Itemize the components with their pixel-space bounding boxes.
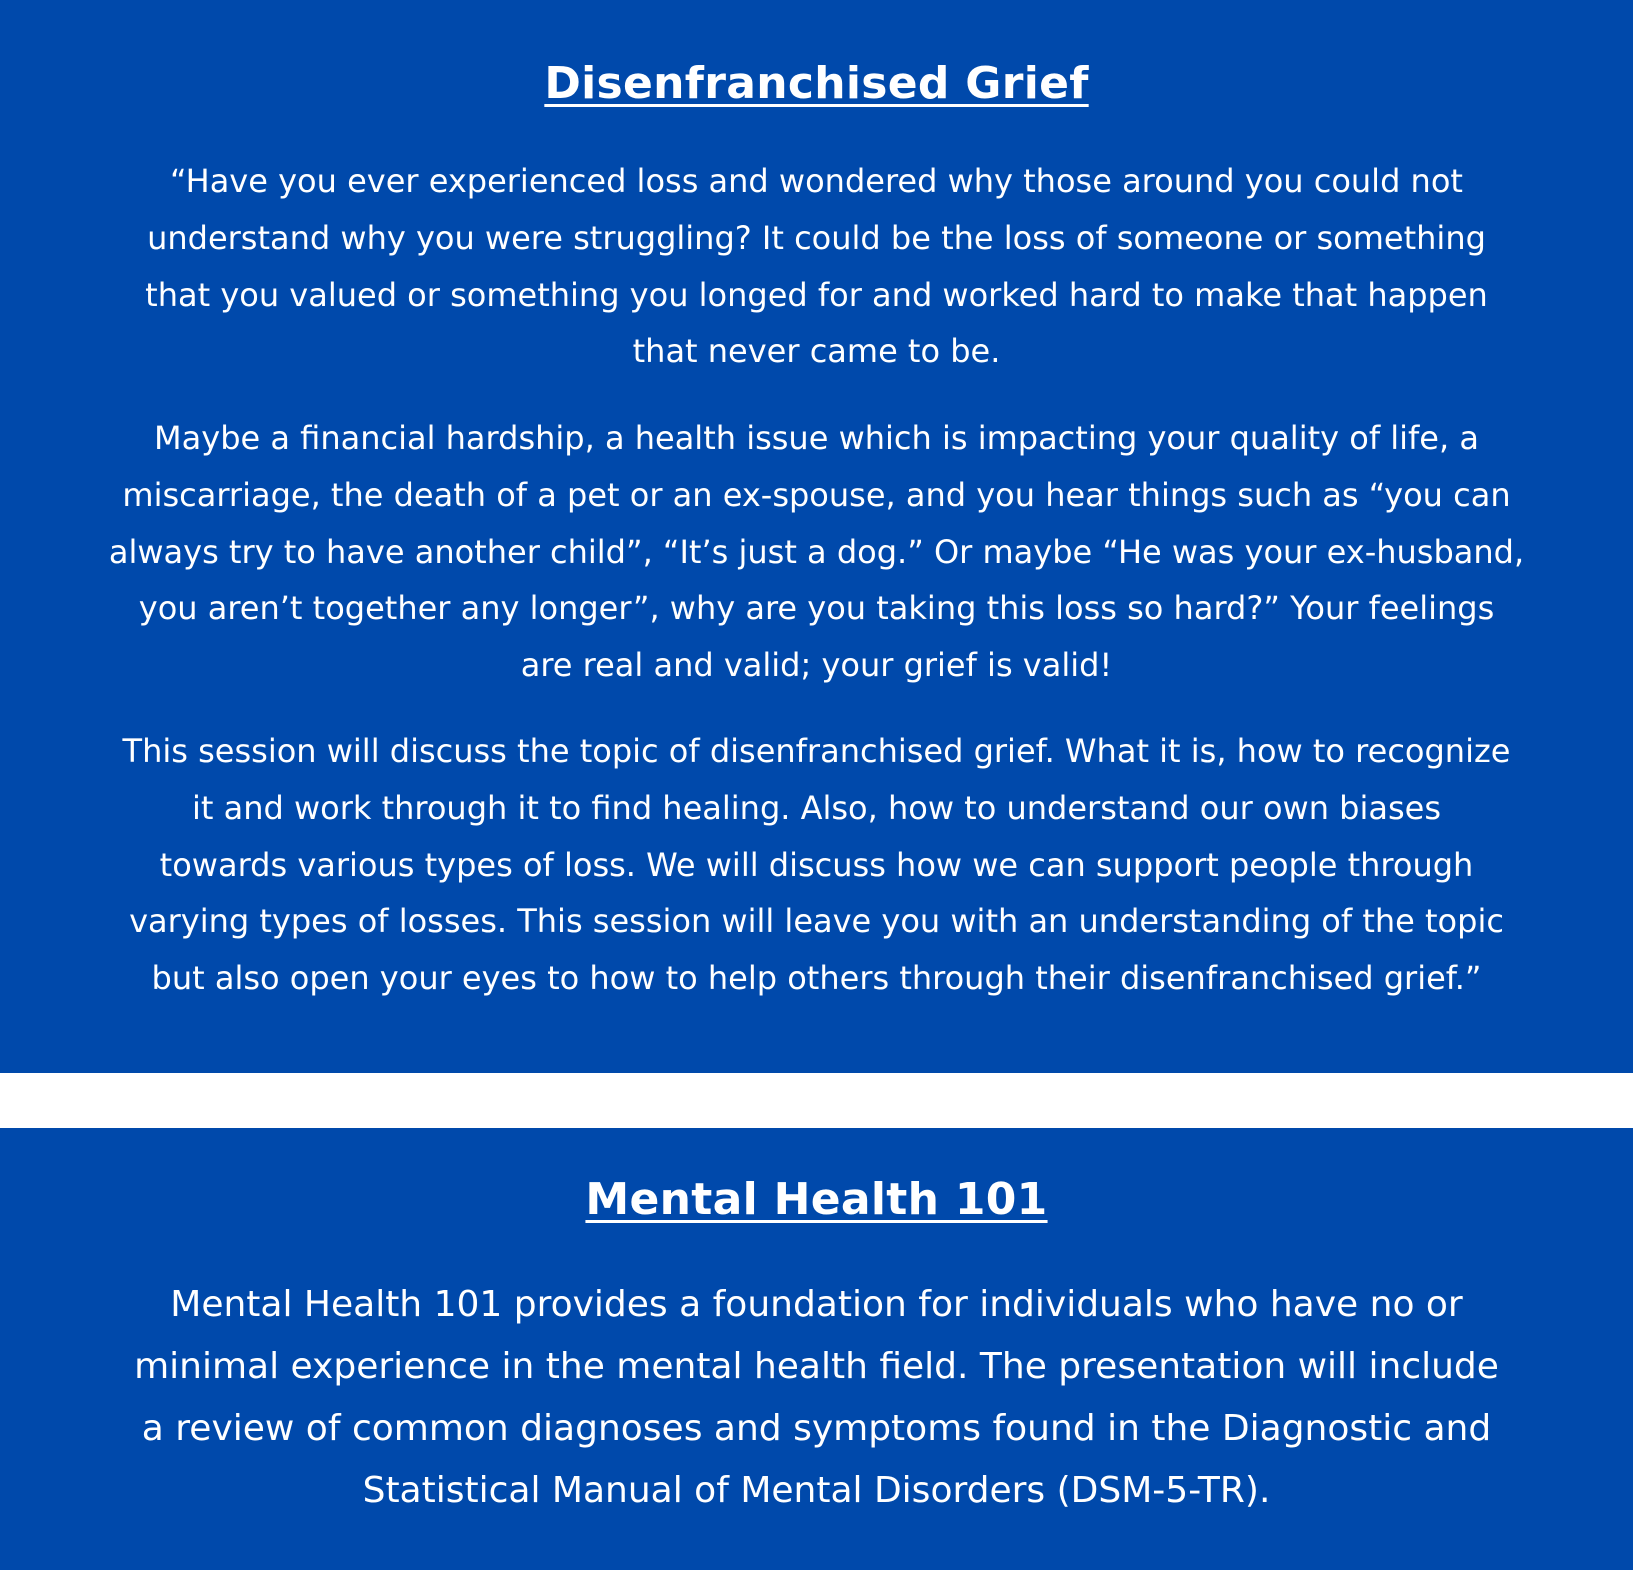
mh-line-1: Mental Health 101 provides a foundation for individuals who have no or [170,1284,1463,1325]
grief-p2-line-1: Maybe a financial hardship, a health issue which is impacting your quality of life, a [154,419,1479,457]
grief-p2-line-5: are real and valid; your grief is valid! [520,646,1113,685]
disenfranchised-grief-title: Disenfranchised Grief [544,58,1089,109]
mh-line-4: Statistical Manual of Mental Disorders (DSM-5-TR). [362,1470,1271,1511]
grief-p1-line-1: “Have you ever experienced loss and wondered why those around you could not [170,162,1463,200]
mh-line-2: minimal experience in the mental health field. The presentation will include [134,1346,1499,1387]
mental-health-101-title: Mental Health 101 [585,1174,1048,1225]
grief-p1-line-4: that never came to be. [632,332,1001,371]
grief-p3-line-5: but also open your eyes to how to help others through their disenfranchised grief.” [151,959,1482,998]
grief-paragraph-1 [0,153,1633,380]
grief-p2-line-3: always try to have another child”, “It’s just a dog.” Or maybe “He was your ex-husband, [108,532,1525,571]
grief-p3-line-1: This session will discuss the topic of disenfranchised grief. What it is, how to recognize [122,732,1511,770]
grief-p1-line-3: that you valued or something you longed for and worked hard to make that happen [145,275,1488,314]
grief-p3-line-2: it and work through it to find healing. Also, how to understand our own biases [191,788,1442,827]
mental-health-paragraph [0,1274,1633,1522]
mh-line-3: a review of common diagnoses and symptoms found in the Diagnostic and [141,1408,1492,1449]
grief-p3-line-3: towards various types of loss. We will discuss how we can support people through [159,845,1474,884]
grief-paragraph-3 [0,723,1633,1007]
grief-p2-line-2: miscarriage, the death of a pet or an ex-spouse, and you hear things such as “you can [122,475,1511,514]
grief-p3-line-4: varying types of losses. This session will leave you with an understanding of the topic [129,902,1504,941]
grief-p1-line-2: understand why you were struggling? It could be the loss of someone or something [147,218,1486,257]
grief-p2-line-4: you aren’t together any longer”, why are you taking this loss so hard?” Your feelings [138,589,1495,628]
grief-paragraph-2 [0,410,1633,694]
